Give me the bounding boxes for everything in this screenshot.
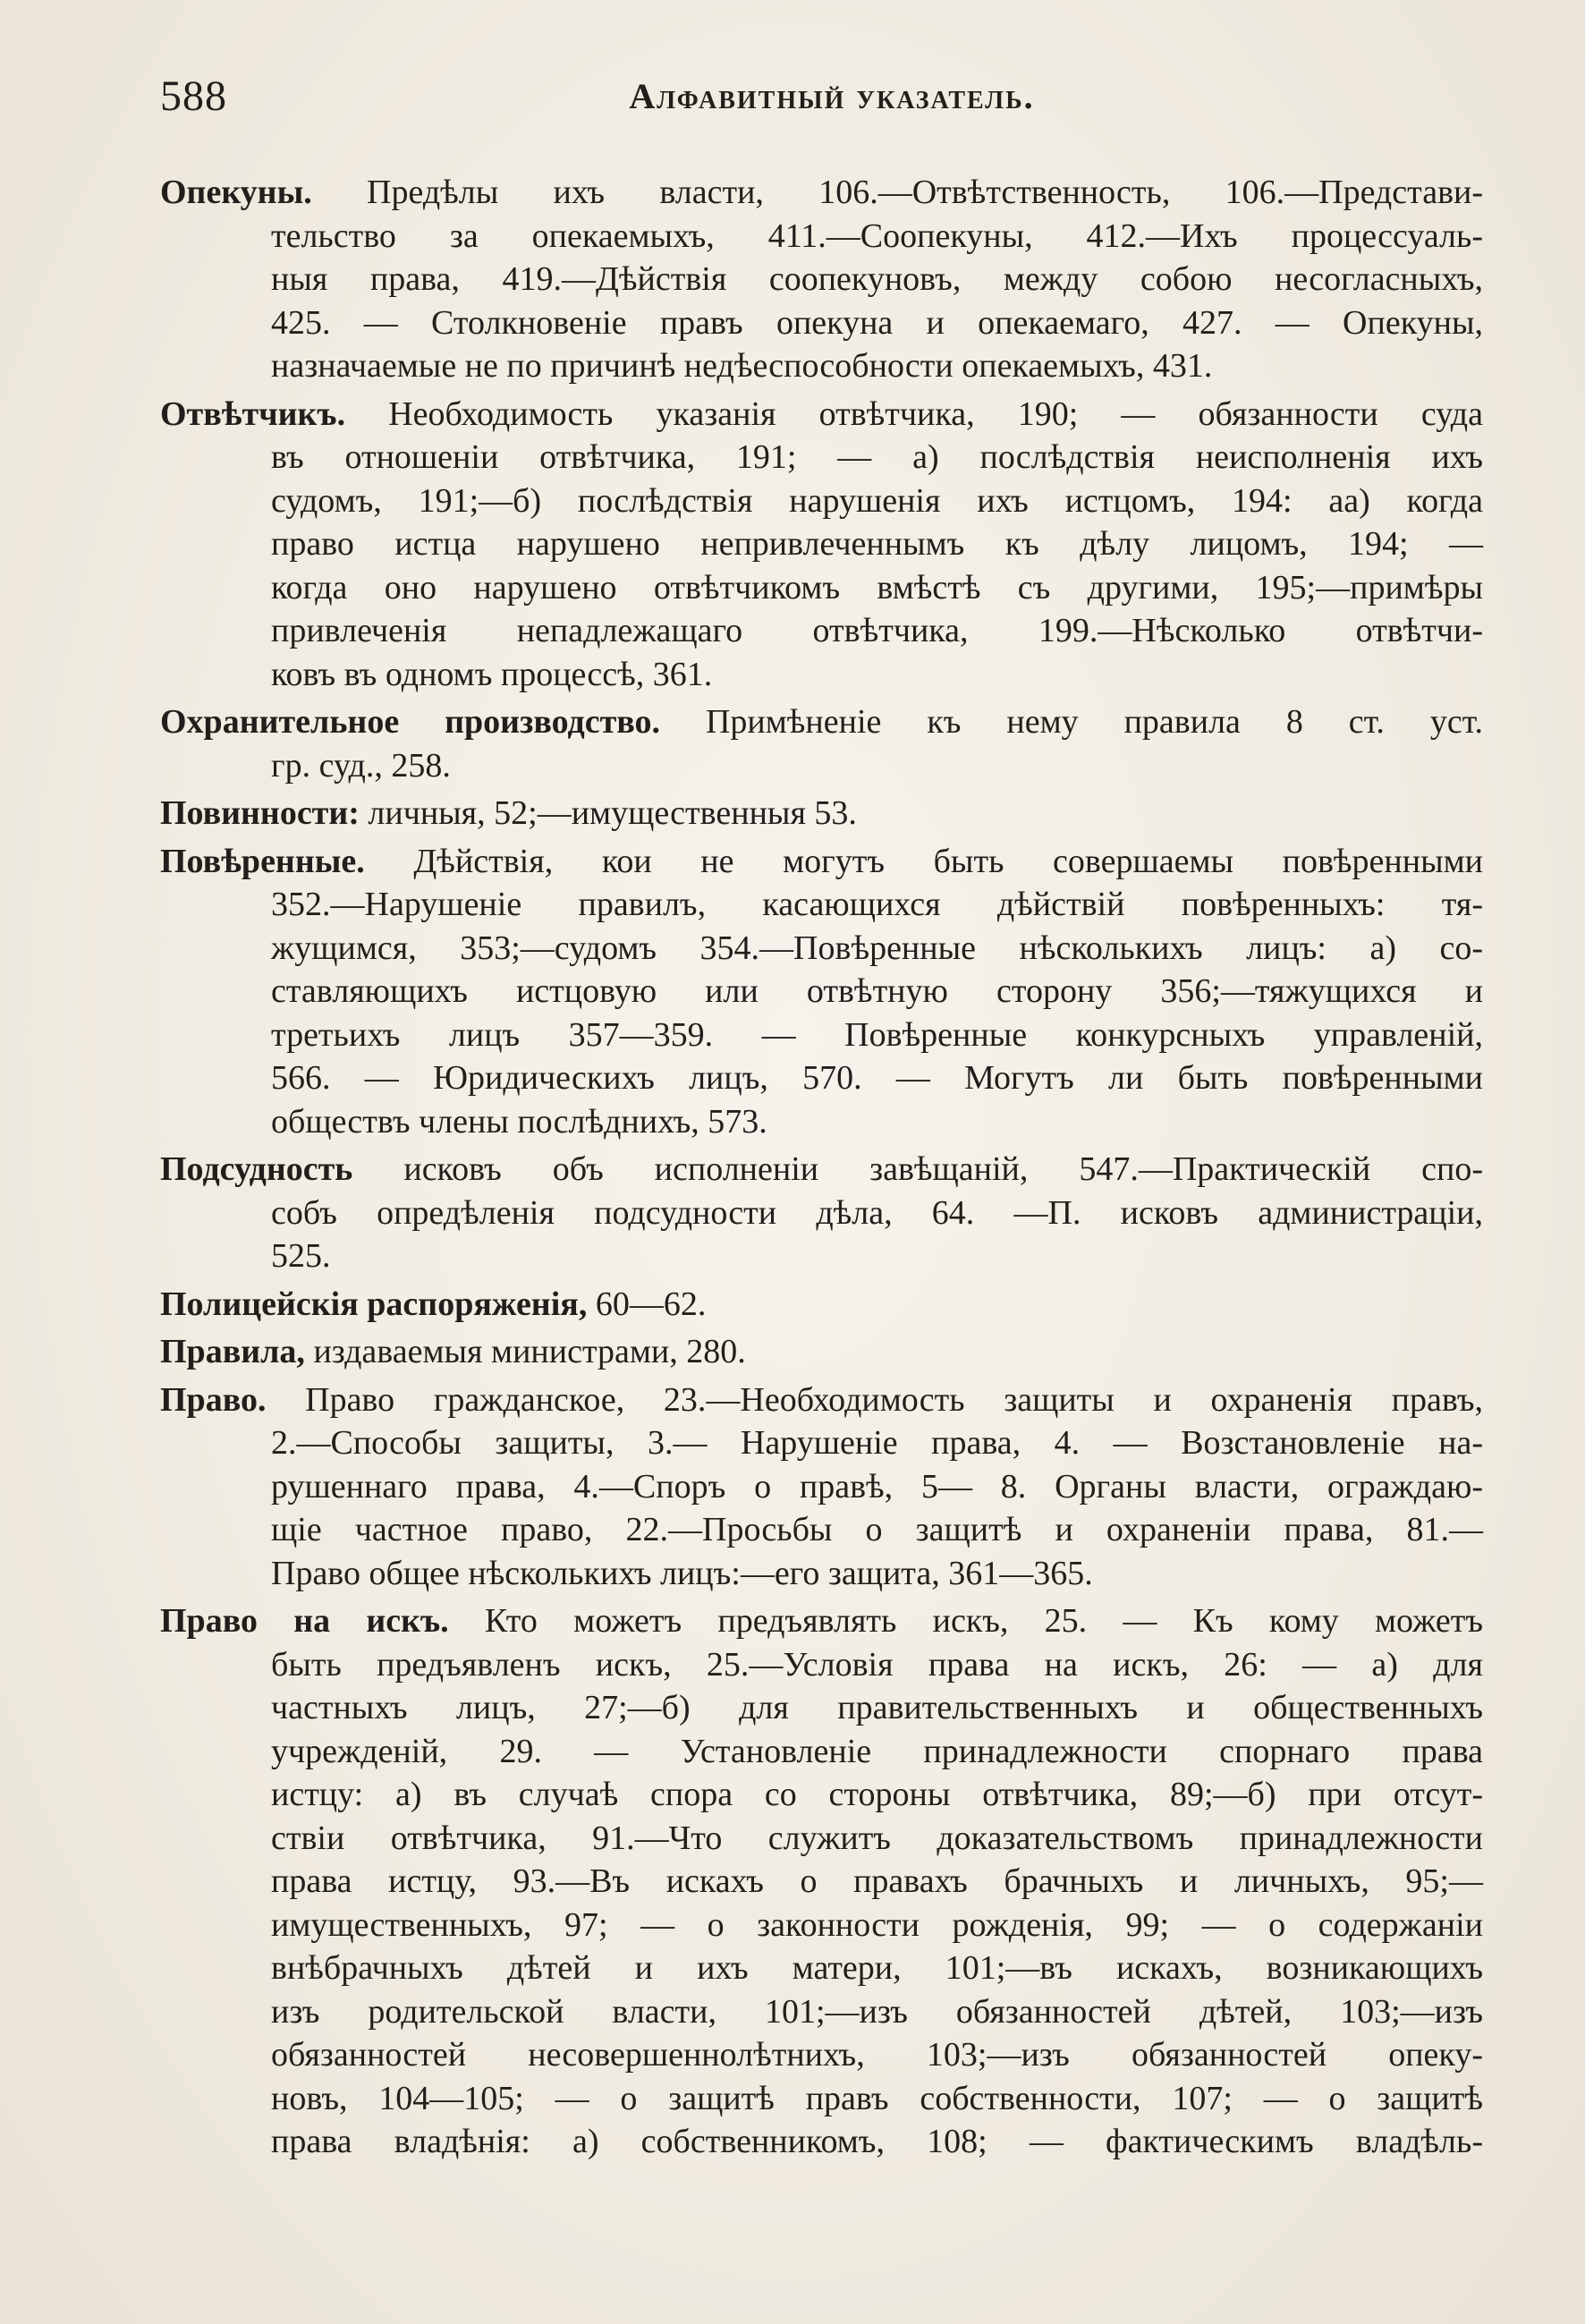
page-number: 588	[160, 72, 227, 120]
entry-text: Примѣненіе къ нему правила 8 ст. уст.	[705, 703, 1483, 741]
entry-line: частныхъ лицъ, 27;—б) для правительственныхъ и общественныхъ	[271, 1689, 1483, 1726]
entry-line	[160, 840, 1483, 884]
entry-line	[160, 1599, 1483, 1643]
entry-line	[160, 1378, 1483, 1422]
entry-line	[160, 792, 1483, 835]
entry-line: обществъ члены послѣднихъ, 573.	[271, 1102, 767, 1141]
index-entry	[160, 1283, 1483, 1327]
entry-text: исковъ объ исполненіи завѣщаній, 547.—Практическій спо-	[403, 1150, 1483, 1188]
index-entry	[160, 1148, 1483, 1278]
entry-text: Предѣлы ихъ власти, 106.—Отвѣтственность, 106.—Представи-	[367, 174, 1484, 211]
entry-line: привлеченія непадлежащаго отвѣтчика, 199.—Нѣсколько отвѣтчи-	[271, 612, 1483, 649]
entry-line: тельство за опекаемыхъ, 411.—Соопекуны, 412.—Ихъ процессуаль-	[271, 216, 1483, 255]
entry-line: истцу: а) въ случаѣ спора со стороны отвѣтчика, 89;—б) при отсут-	[271, 1776, 1483, 1813]
index-entry	[160, 840, 1483, 1144]
index-entry	[160, 700, 1483, 787]
entry-line: изъ родительской власти, 101;—изъ обязанностей дѣтей, 103;—изъ	[271, 1992, 1483, 2031]
index-entry	[160, 393, 1483, 697]
entry-line: жущимся, 353;—судомъ 354.—Повѣренные нѣсколькихъ лицъ: а) со-	[271, 929, 1483, 967]
entry-line: новъ, 104—105; — о защитѣ правъ собственности, 107; — о защитѣ	[271, 2079, 1483, 2117]
entry-headword: Отвѣтчикъ.	[160, 394, 346, 433]
entry-headword: Охранительное производство.	[160, 703, 661, 741]
index-text-block	[160, 171, 1483, 2164]
entry-headword: Право.	[160, 1380, 267, 1419]
entry-line: 425. — Столкновеніе правъ опекуна и опекаемаго, 427. — Опекуны,	[271, 303, 1483, 342]
entry-headword: Правила,	[160, 1333, 305, 1370]
entry-text: Необходимость указанія отвѣтчика, 190; — обязанности суда	[388, 394, 1484, 433]
entry-line: ставляющихъ истцовую или отвѣтную сторону 356;—тяжущихся и	[271, 972, 1483, 1010]
entry-line: собъ опредѣленія подсудности дѣла, 64. —П. исковъ администраціи,	[271, 1193, 1483, 1232]
entry-line	[160, 171, 1483, 215]
entry-line: 2.—Способы защиты, 3.— Нарушеніе права, 4. — Возстановленіе на-	[271, 1424, 1483, 1462]
entry-line: 525.	[271, 1237, 331, 1275]
entry-text: личныя, 52;—имущественныя 53.	[368, 794, 857, 832]
entry-line	[160, 1283, 1483, 1327]
entry-text: Дѣйствія, кои не могутъ быть совершаемы повѣренными	[413, 842, 1483, 880]
entry-line: когда оно нарушено отвѣтчикомъ вмѣстѣ съ другими, 195;—примѣры	[271, 568, 1483, 606]
entry-headword: Повѣренные.	[160, 842, 365, 880]
entry-line: въ отношеніи отвѣтчика, 191; — а) послѣдствія неисполненія ихъ	[271, 438, 1483, 476]
entry-line: 566. — Юридическихъ лицъ, 570. — Могутъ ли быть повѣренными	[271, 1059, 1483, 1097]
index-entry	[160, 171, 1483, 388]
entry-line: имущественныхъ, 97; — о законности рожденія, 99; — о содержаніи	[271, 1905, 1483, 1944]
entry-line	[160, 1330, 1483, 1374]
entry-text: издаваемыя министрами, 280.	[313, 1333, 746, 1370]
entry-line	[160, 700, 1483, 744]
index-entry	[160, 1599, 1483, 2164]
entry-line: право истца нарушено непривлеченнымъ къ дѣлу лицомъ, 194; —	[271, 525, 1483, 563]
entry-headword: Повинности:	[160, 794, 360, 832]
entry-headword: Право на искъ.	[160, 1602, 449, 1640]
entry-line: обязанностей несовершеннолѣтнихъ, 103;—изъ обязанностей опеку-	[271, 2036, 1483, 2074]
entry-line: гр. суд., 258.	[271, 746, 451, 785]
entry-text: Право гражданское, 23.—Необходимость защиты и охраненія правъ,	[305, 1380, 1484, 1419]
entry-line: щіе частное право, 22.—Просьбы о защитѣ и охраненіи права, 81.—	[271, 1511, 1483, 1548]
entry-line: третьихъ лицъ 357—359. — Повѣренные конкурсныхъ управленій,	[271, 1015, 1483, 1054]
entry-line: учрежденій, 29. — Установленіе принадлежности спорнаго права	[271, 1732, 1483, 1770]
entry-line: ныя права, 419.—Дѣйствія соопекуновъ, между собою несогласныхъ,	[271, 260, 1483, 298]
entry-line: права истцу, 93.—Въ искахъ о правахъ брачныхъ и личныхъ, 95;—	[271, 1862, 1483, 1900]
entry-line: ствіи отвѣтчика, 91.—Что служитъ доказательствомъ принадлежности	[271, 1819, 1483, 1857]
entry-line: быть предъявленъ искъ, 25.—Условія права на искъ, 26: — а) для	[271, 1645, 1483, 1684]
entry-line: судомъ, 191;—б) послѣдствія нарушенія ихъ истцомъ, 194: аа) когда	[271, 481, 1483, 520]
entry-line	[160, 393, 1483, 437]
entry-line	[160, 1148, 1483, 1192]
entry-line: ковъ въ одномъ процессѣ, 361.	[271, 655, 713, 693]
page-title: Алфавитный указатель.	[629, 76, 1035, 116]
entry-text: 60—62.	[595, 1285, 707, 1323]
entry-headword: Подсудность	[160, 1150, 353, 1188]
index-entry	[160, 792, 1483, 835]
entry-headword: Опекуны.	[160, 174, 312, 211]
entry-line: Право общее нѣсколькихъ лицъ:—его защита, 361—365.	[271, 1554, 1093, 1592]
entry-line: назначаемые не по причинѣ недѣеспособности опекаемыхъ, 431.	[271, 347, 1213, 385]
entry-line: 352.—Нарушеніе правилъ, касающихся дѣйствій повѣренныхъ: тя-	[271, 886, 1483, 923]
index-entry	[160, 1330, 1483, 1374]
entry-line: рушеннаго права, 4.—Споръ о правѣ, 5— 8. Органы власти, ограждаю-	[271, 1467, 1483, 1506]
entry-headword: Полицейскія распоряженія,	[160, 1285, 588, 1323]
entry-line: внѣбрачныхъ дѣтей и ихъ матери, 101;—въ искахъ, возникающихъ	[271, 1949, 1483, 1987]
entry-text: Кто можетъ предъявлять искъ, 25. — Къ кому можетъ	[484, 1602, 1483, 1640]
entry-line: права владѣнія: а) собственникомъ, 108; — фактическимъ владѣль-	[271, 2123, 1483, 2160]
index-entry	[160, 1378, 1483, 1596]
